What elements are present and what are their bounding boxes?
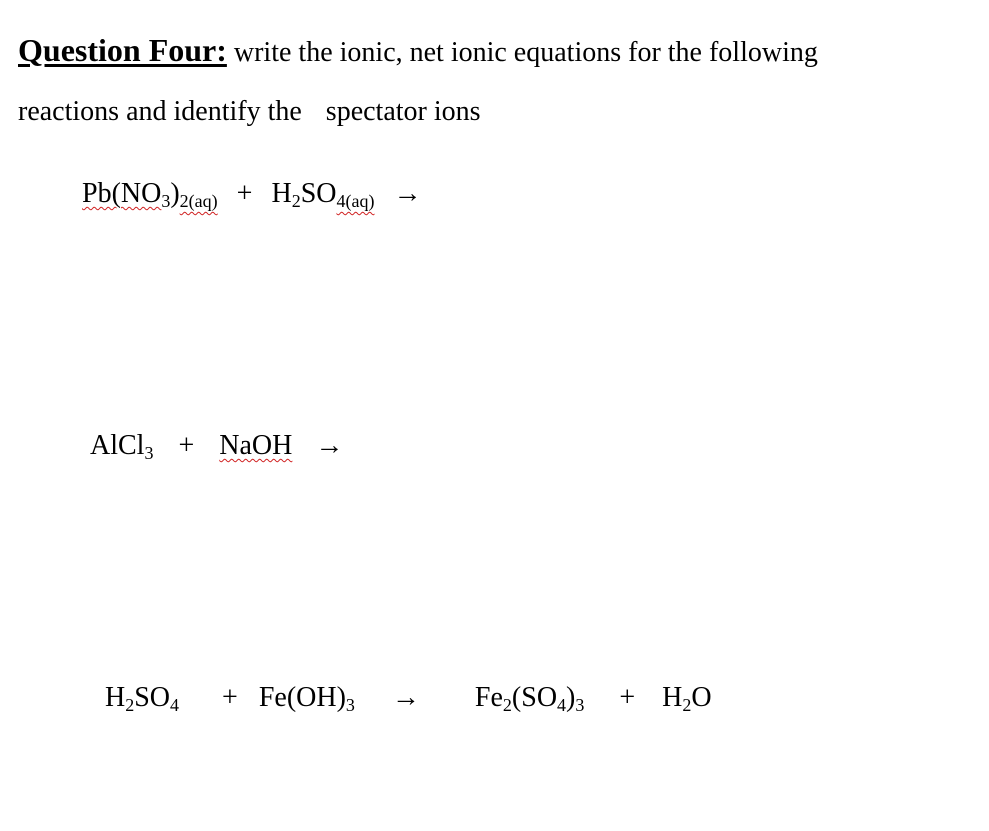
eq1-arrow: → xyxy=(393,178,422,209)
eq3-p2-h: H xyxy=(662,682,683,713)
eq1-r1-state: 2(aq) xyxy=(179,191,218,211)
eq3-arrow: → xyxy=(391,682,420,713)
eq3-plus: + xyxy=(222,682,238,713)
eq1-r1-main: Pb(NO xyxy=(82,178,162,209)
eq3-r1-h: H xyxy=(105,682,126,713)
eq3-p1-close: ) xyxy=(566,682,576,713)
eq3-p1-sub3: 3 xyxy=(575,695,585,715)
equation-3 xyxy=(105,682,712,715)
eq1-reactant-2 xyxy=(271,178,374,209)
question-label: Question Four: xyxy=(18,32,227,68)
equation-1 xyxy=(82,178,433,211)
eq1-r1-sub1: 3 xyxy=(161,191,171,211)
eq1-r2-sub1: 2 xyxy=(291,191,301,211)
eq3-p2-o: O xyxy=(691,682,712,713)
eq3-product-2 xyxy=(662,682,711,713)
eq1-r2-so: SO xyxy=(300,178,337,209)
eq1-r1-close: ) xyxy=(170,178,180,209)
eq3-p2-sub: 2 xyxy=(682,695,692,715)
eq2-arrow: → xyxy=(315,430,344,461)
eq1-r2-h: H xyxy=(271,178,292,209)
eq3-p1-sub2: 4 xyxy=(557,695,567,715)
eq2-r1-sub: 3 xyxy=(144,443,154,463)
eq3-r2-sub: 3 xyxy=(345,695,355,715)
eq3-r1-sub1: 2 xyxy=(125,695,135,715)
eq3-p1-sub1: 2 xyxy=(502,695,512,715)
eq3-reactant-1 xyxy=(105,682,179,713)
eq3-plus-2: + xyxy=(619,682,636,713)
prompt-line2-part1: reactions and identify the xyxy=(18,96,302,127)
eq1-reactant-1 xyxy=(82,178,218,209)
eq1-r2-state: 4(aq) xyxy=(336,191,375,211)
eq3-reactant-2 xyxy=(259,682,355,713)
eq2-reactant-2: NaOH xyxy=(219,430,293,461)
eq3-p1-so: (SO xyxy=(511,682,558,713)
eq1-plus: + xyxy=(236,178,253,209)
eq3-p1-fe: Fe xyxy=(474,682,503,713)
eq3-r2-main: Fe(OH) xyxy=(258,682,346,713)
eq2-plus: + xyxy=(178,430,195,461)
eq3-r1-sub2: 4 xyxy=(170,695,180,715)
eq3-r1-so: SO xyxy=(134,682,171,713)
eq2-r1-main: AlCl xyxy=(90,430,145,461)
eq2-reactant-1 xyxy=(90,430,153,461)
question-prompt-line2 xyxy=(18,98,481,126)
prompt-line2-part2: spectator ions xyxy=(325,96,481,127)
equation-2 xyxy=(90,430,359,463)
eq3-product-1 xyxy=(475,682,584,713)
question-heading xyxy=(18,34,818,67)
question-prompt-line1: write the ionic, net ionic equations for the following xyxy=(233,37,818,68)
